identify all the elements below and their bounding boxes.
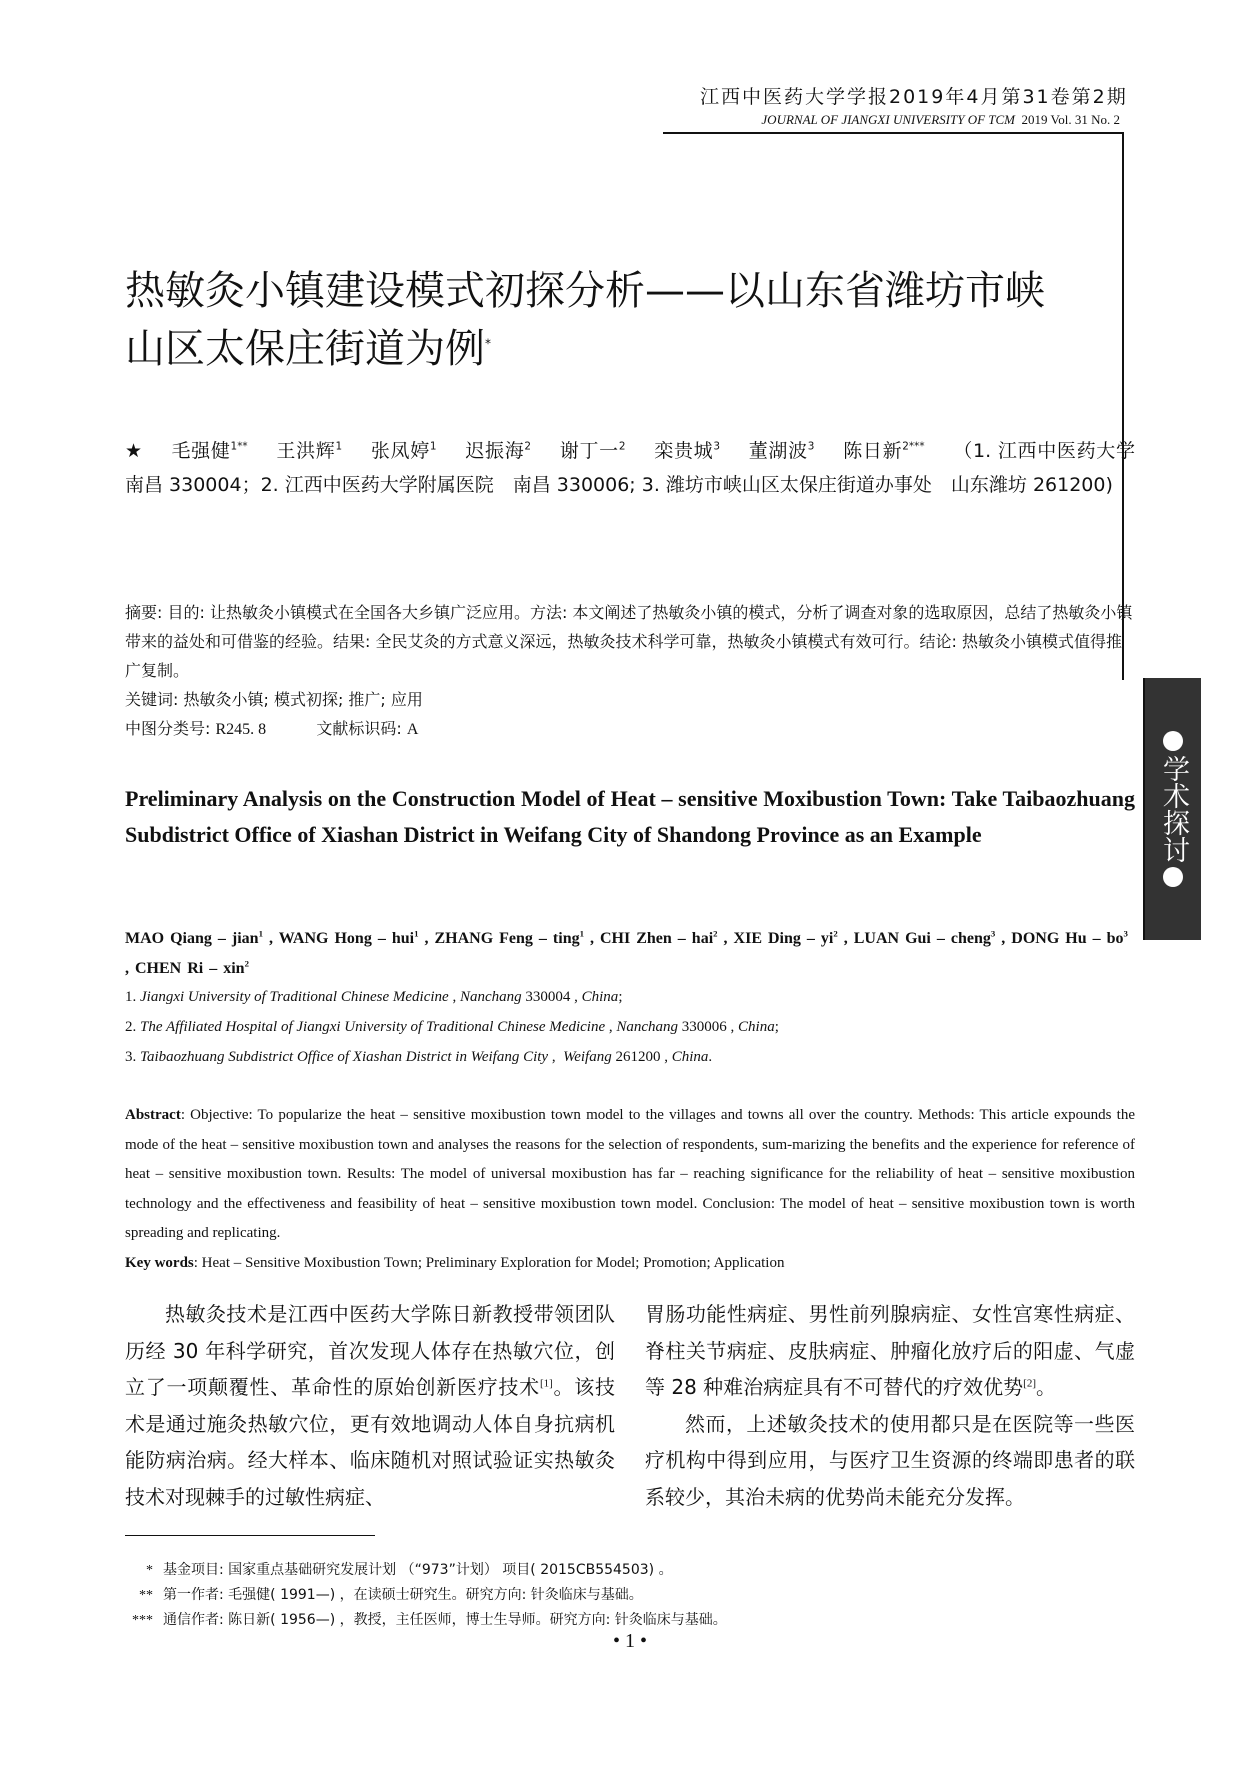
author-cn: 陈日新$^{2***}$: [843, 440, 925, 462]
section-tab-label: 学术探讨: [1158, 755, 1189, 863]
footnotes: [125, 1558, 1025, 1633]
journal-issue: 2019 Vol. 31 No. 2: [1021, 112, 1120, 127]
section-tab: [1143, 678, 1201, 940]
author-en: WANG Hong – hui$^1$: [278, 928, 419, 947]
header-rule: [663, 132, 1123, 134]
keywords-en-label: Key words: [125, 1254, 194, 1271]
author-cn: 董湖波$^3$: [748, 440, 815, 462]
abstract-cn-text: 摘要: 目的: 让热敏灸小镇模式在全国各大乡镇广泛应用。方法: 本文阐述了热敏灸小镇的模式，分析了调查对象的选取原因，总结了热敏灸小镇带来的益处和可借鉴的经验。结果: 全民艾灸的方式意义深远，热敏灸技术科学可靠，热敏灸小镇模式有效可行。结论: 热敏灸小镇模式值得推广复制。: [125, 603, 1133, 680]
footnote-item: *** 通信作者: 陈日新( 1956—) ，教授，主任医师，博士生导师。研究方向: 针灸临床与基础。: [132, 1612, 727, 1628]
author-cn: 王洪辉$^1$: [276, 440, 343, 462]
author-en: LUAN Gui – cheng$^3$: [853, 928, 996, 947]
body-column-left: 热敏灸技术是江西中医药大学陈日新教授带领团队历经 30 年科学研究，首次发现人体存在热敏穴位，创立了一项颠覆性、革命性的原始创新医疗技术[1]。该技术是通过施灸热敏穴位，更有效地调动人体自身抗病机能防病治病。经大样本、临床随机对照试验证实热敏灸技术对现棘手的过敏性病症、: [125, 1302, 616, 1509]
classification: 中图分类号: R245. 8 文献标识码: A: [125, 719, 419, 738]
affiliations-en: [125, 982, 1135, 1072]
star-icon: ★: [125, 440, 143, 462]
citation-ref: [2]: [1023, 1377, 1036, 1390]
body-column-right: 胃肠功能性病症、男性前列腺病症、女性宫寒性病症、脊柱关节病症、皮肤病症、肿瘤化放疗后的阳虚、气虚等 28 种难治病症具有不可替代的疗效优势[2]。 然而，上述敏灸技术的使用都只是在医院等一些医疗机构中得到应用，与医疗卫生资源的终端即患者的联系较少，其治未病的优势尚未能充分发挥。: [645, 1302, 1135, 1509]
authors-cn: [125, 434, 1154, 502]
journal-title-cn: 江西中医药大学学报2019年4月第31卷第2期: [700, 86, 1128, 108]
keywords-cn: 关键词: 热敏灸小镇; 模式初探; 推广; 应用: [125, 690, 423, 709]
author-en: MAO Qiang – jian$^1$: [125, 928, 263, 947]
author-cn: 谢丁一$^2$: [559, 440, 626, 462]
author-en: CHI Zhen – hai$^2$: [600, 928, 718, 947]
author-en: CHEN Ri – xin$^2$: [135, 958, 249, 977]
author-cn: 毛强健$^{1**}$: [171, 440, 248, 462]
author-en: XIE Ding – $yi^2$: [733, 928, 838, 947]
title-footnote-mark: *: [485, 336, 491, 351]
affiliation-item: 2. The Affiliated Hospital of Jiangxi University of Traditional Chinese Medicine , Nanchang 330006 , China;: [125, 1019, 779, 1035]
footnote-item: * 基金项目: 国家重点基础研究发展计划 （“973”计划） 项目( 2015CB554503) 。: [146, 1562, 673, 1578]
article-title: [125, 262, 1135, 378]
dot-icon: [1163, 867, 1183, 887]
affiliation-item: 3. Taibaozhuang Subdistrict Office of Xiashan District in Weifang City , Weifang 261200 , China.: [125, 1049, 713, 1065]
footnote-rule: [125, 1535, 375, 1536]
affiliations-cn: （1. 江西中医药大学 南昌 330004；2. 江西中医药大学附属医院 南昌 330006; 3. 潍坊市峡山区太保庄街道办事处 山东潍坊 261200): [125, 440, 1154, 496]
title-line-2: 山区太保庄街道为例: [125, 326, 485, 372]
affiliation-item: 1. Jiangxi University of Traditional Chinese Medicine , Nanchang 330004 , China;: [125, 989, 623, 1005]
abstract-en: [125, 1101, 1135, 1278]
author-cn: 栾贵城$^3$: [654, 440, 720, 462]
author-en: ZHANG Feng – ting$^1$: [434, 928, 584, 947]
footnote-item: ** 第一作者: 毛强健( 1991—) ，在读硕士研究生。研究方向: 针灸临床与基础。: [139, 1587, 643, 1603]
abstract-cn: [125, 598, 1135, 744]
dot-icon: [1163, 731, 1183, 751]
abstract-en-text: : Objective: To popularize the heat – sensitive moxibustion town model to the villages and towns all over the country. Methods: This article expounds the mode of the heat – sensitive moxibustion town and analyses the reasons for the selection of respondents, sum-marizing the benefits and the experience for reference of heat – sensitive moxibustion town. Results: The model of universal moxibustion has far – reaching significance for the reliability of heat – sensitive moxibustion technology and the effectiveness and feasibility of heat – sensitive moxibustion town model. Conclusion: The model of heat – sensitive moxibustion town is worth spreading and replicating.: [125, 1107, 1135, 1241]
authors-en: MAO Qiang – jian$^1$ , WANG Hong – hui$^1$ , ZHANG Feng – ting$^1$ , CHI Zhen – hai$^2$ , XIE Ding – $yi^2$ , LUAN Gui – cheng$^3$ , DONG Hu – $bo^3$ , CHEN Ri – xin$^2$: [125, 928, 1128, 977]
author-cn: 迟振海$^2$: [465, 440, 532, 462]
abstract-en-label: Abstract: [125, 1107, 181, 1123]
article-title-en: Preliminary Analysis on the Construction Model of Heat – sensitive Moxibustion Town: Take Taibaozhuang Subdistrict Office of Xiashan District in Weifang City of Shandong Province as an Example: [125, 786, 1135, 847]
journal-title-en: [690, 112, 1120, 128]
journal-name-en: JOURNAL OF JIANGXI UNIVERSITY OF TCM: [761, 112, 1016, 127]
title-line-1: 热敏灸小镇建设模式初探分析——以山东省潍坊市峡: [125, 268, 1045, 314]
citation-ref: [1]: [539, 1377, 553, 1390]
author-en: DONG Hu – $bo^3$: [1011, 928, 1128, 947]
page-number: • 1 •: [612, 1630, 647, 1652]
author-cn: 张凤婷$^1$: [370, 440, 437, 462]
keywords-en-text: : Heat – Sensitive Moxibustion Town; Preliminary Exploration for Model; Promotion; Application: [193, 1254, 785, 1271]
